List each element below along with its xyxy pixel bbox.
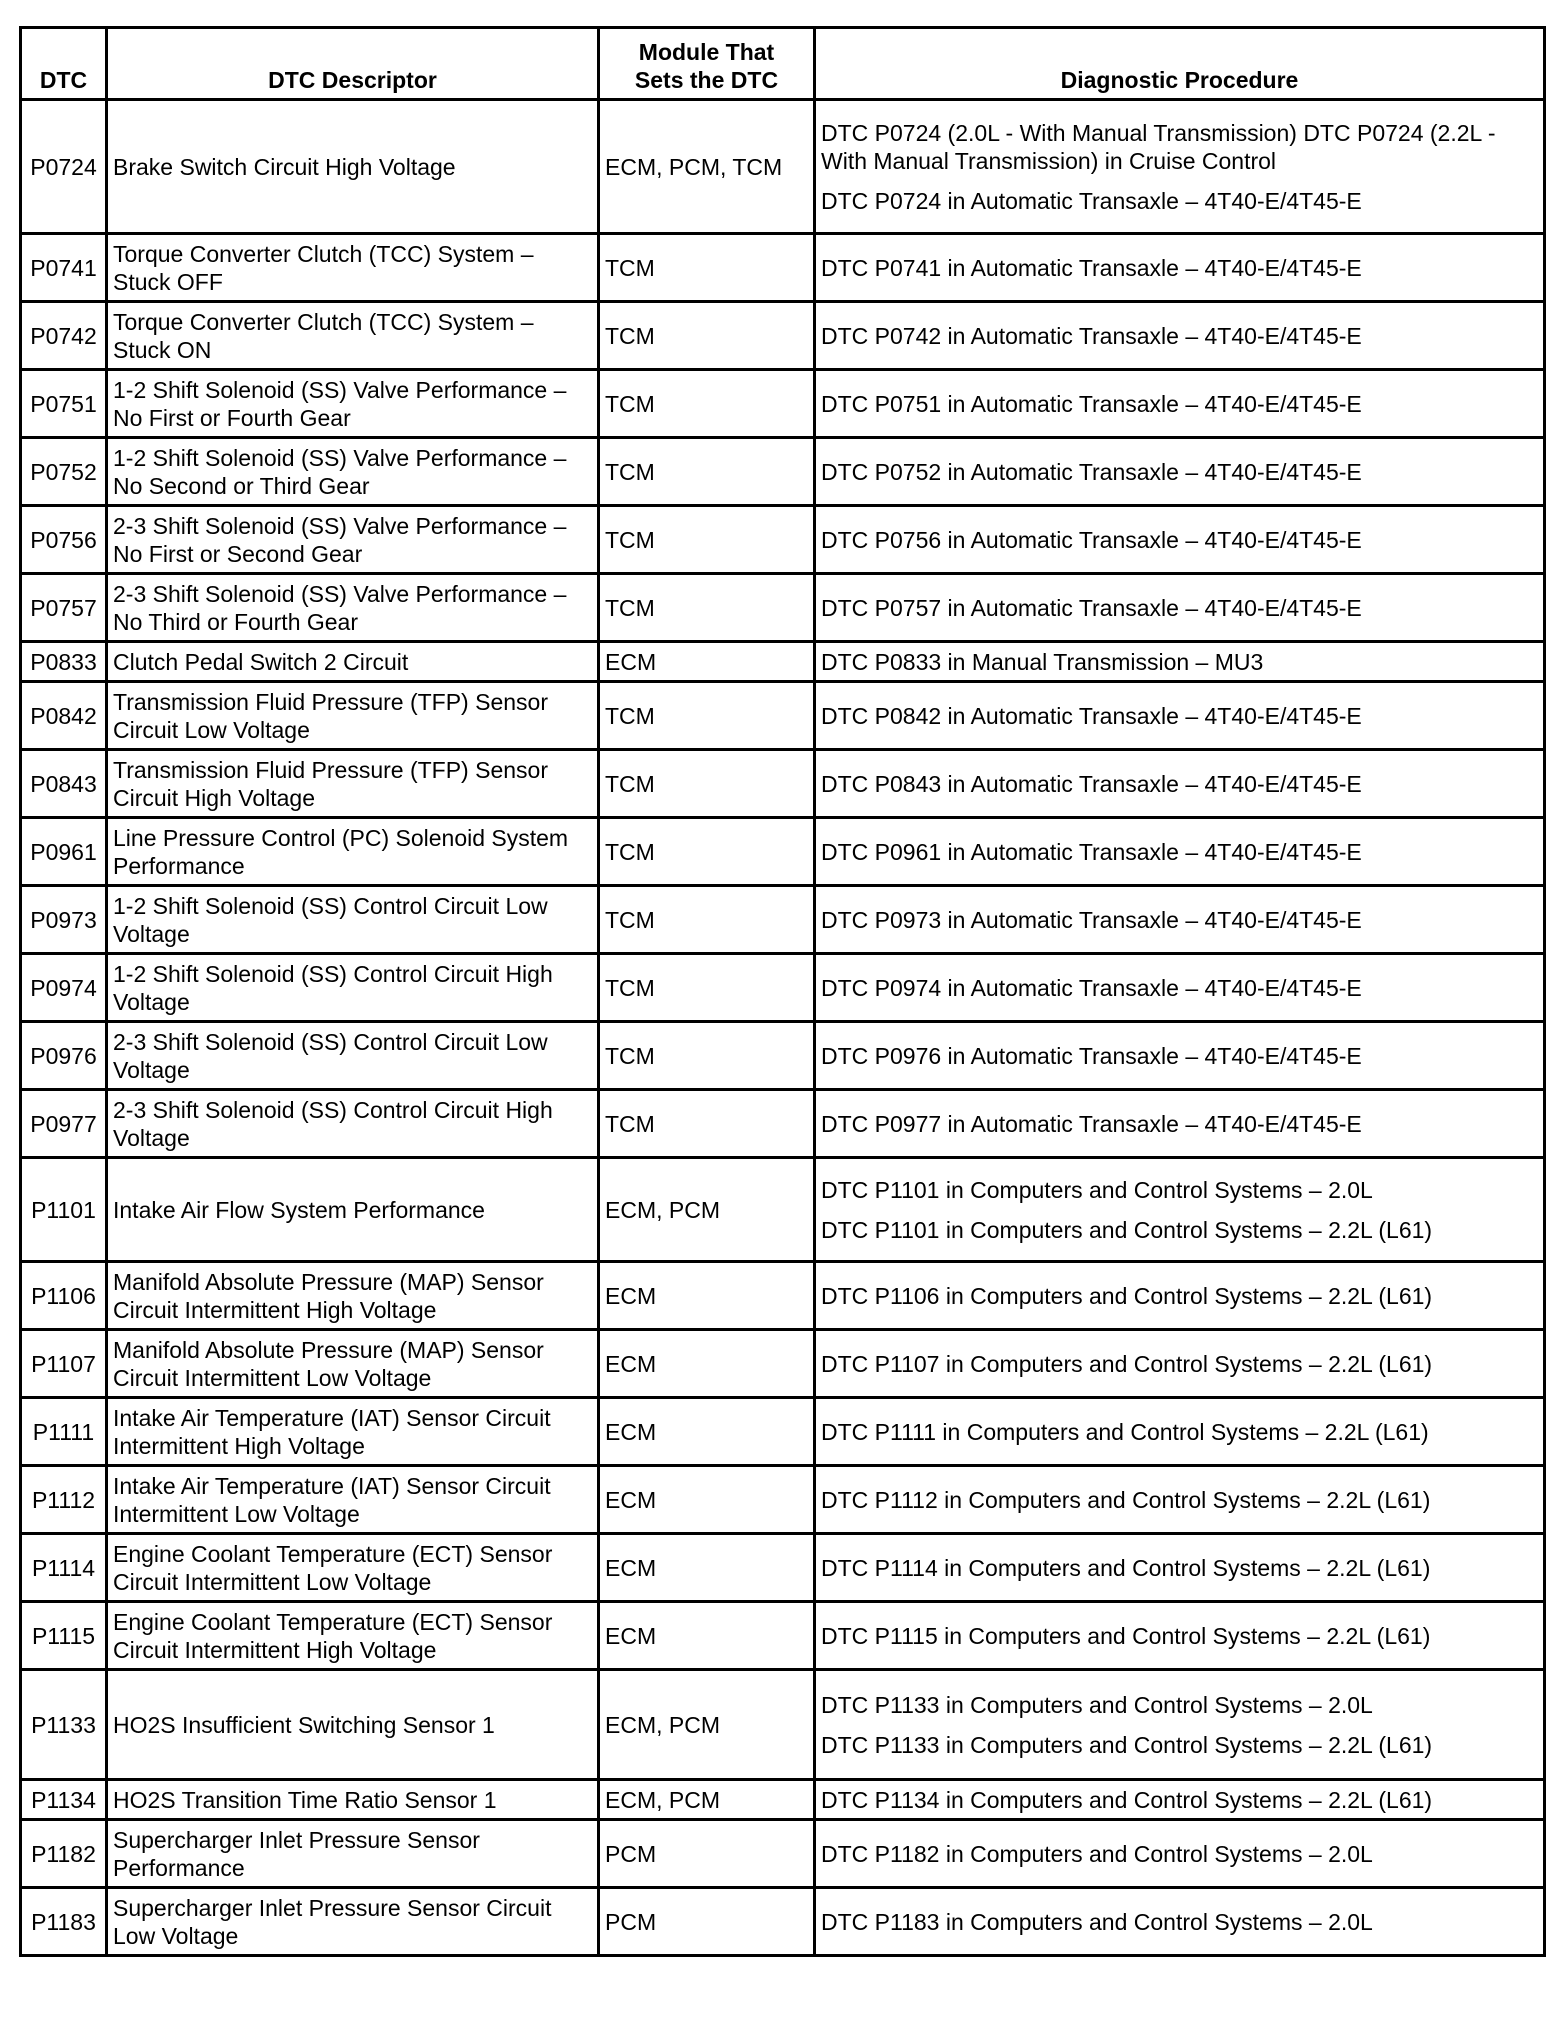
table-row bbox=[21, 302, 1545, 370]
procedure-link: DTC P1111 in Computers and Control Systems – 2.2L (L61) bbox=[821, 1418, 1429, 1445]
dtc-descriptor-cell: HO2S Transition Time Ratio Sensor 1 bbox=[107, 1780, 599, 1820]
module-cell: TCM bbox=[599, 1022, 815, 1090]
module-cell: ECM, PCM bbox=[599, 1158, 815, 1262]
procedure-cell bbox=[815, 750, 1545, 818]
procedure-link: DTC P0842 in Automatic Transaxle – 4T40-E/4T45-E bbox=[821, 702, 1362, 729]
module-cell: ECM bbox=[599, 1534, 815, 1602]
module-cell: TCM bbox=[599, 302, 815, 370]
table-row bbox=[21, 370, 1545, 438]
table-row bbox=[21, 1820, 1545, 1888]
module-cell: ECM bbox=[599, 1398, 815, 1466]
procedure-link: DTC P1112 in Computers and Control Systems – 2.2L (L61) bbox=[821, 1486, 1431, 1513]
procedure-link: DTC P0961 in Automatic Transaxle – 4T40-E/4T45-E bbox=[821, 838, 1362, 865]
dtc-descriptor-cell: 1-2 Shift Solenoid (SS) Control Circuit High Voltage bbox=[107, 954, 599, 1022]
dtc-descriptor-cell: Clutch Pedal Switch 2 Circuit bbox=[107, 642, 599, 682]
procedure-link: DTC P0833 in Manual Transmission – MU3 bbox=[821, 648, 1264, 675]
module-cell: TCM bbox=[599, 370, 815, 438]
dtc-descriptor-cell: 2-3 Shift Solenoid (SS) Control Circuit Low Voltage bbox=[107, 1022, 599, 1090]
table-row bbox=[21, 1090, 1545, 1158]
dtc-code-cell: P0741 bbox=[21, 234, 107, 302]
table-row bbox=[21, 954, 1545, 1022]
procedure-link: DTC P1182 in Computers and Control Systems – 2.0L bbox=[821, 1840, 1373, 1867]
table-row bbox=[21, 1330, 1545, 1398]
table-row bbox=[21, 1262, 1545, 1330]
dtc-descriptor-cell: Supercharger Inlet Pressure Sensor Circuit Low Voltage bbox=[107, 1888, 599, 1956]
dtc-code-cell: P1183 bbox=[21, 1888, 107, 1956]
dtc-descriptor-cell: 1-2 Shift Solenoid (SS) Valve Performance – No Second or Third Gear bbox=[107, 438, 599, 506]
module-cell: ECM bbox=[599, 1602, 815, 1670]
module-cell: ECM, PCM bbox=[599, 1670, 815, 1780]
dtc-descriptor-cell: 1-2 Shift Solenoid (SS) Valve Performance – No First or Fourth Gear bbox=[107, 370, 599, 438]
procedure-cell bbox=[815, 1780, 1545, 1820]
dtc-code-cell: P0977 bbox=[21, 1090, 107, 1158]
dtc-descriptor-cell: Manifold Absolute Pressure (MAP) Sensor Circuit Intermittent Low Voltage bbox=[107, 1330, 599, 1398]
module-cell: ECM bbox=[599, 1466, 815, 1534]
procedure-link: DTC P0742 in Automatic Transaxle – 4T40-E/4T45-E bbox=[821, 322, 1362, 349]
table-row bbox=[21, 1534, 1545, 1602]
header-module-line2: Sets the DTC bbox=[634, 67, 779, 93]
module-cell: ECM, PCM, TCM bbox=[599, 100, 815, 234]
procedure-cell bbox=[815, 886, 1545, 954]
module-cell: TCM bbox=[599, 506, 815, 574]
table-row bbox=[21, 438, 1545, 506]
table-row bbox=[21, 1158, 1545, 1262]
dtc-descriptor-cell: Line Pressure Control (PC) Solenoid System Performance bbox=[107, 818, 599, 886]
table-row bbox=[21, 1398, 1545, 1466]
dtc-code-cell: P1111 bbox=[21, 1398, 107, 1466]
header-dtc: DTC bbox=[21, 28, 107, 100]
procedure-cell bbox=[815, 1534, 1545, 1602]
dtc-code-cell: P0833 bbox=[21, 642, 107, 682]
procedure-link: DTC P0724 in Automatic Transaxle – 4T40-E/4T45-E bbox=[821, 187, 1362, 214]
procedure-link: DTC P0974 in Automatic Transaxle – 4T40-E/4T45-E bbox=[821, 974, 1362, 1001]
dtc-code-cell: P0976 bbox=[21, 1022, 107, 1090]
procedure-cell bbox=[815, 574, 1545, 642]
procedure-link: DTC P0757 in Automatic Transaxle – 4T40-E/4T45-E bbox=[821, 594, 1362, 621]
dtc-descriptor-cell: Supercharger Inlet Pressure Sensor Performance bbox=[107, 1820, 599, 1888]
procedure-cell bbox=[815, 818, 1545, 886]
dtc-descriptor-cell: Torque Converter Clutch (TCC) System – Stuck ON bbox=[107, 302, 599, 370]
dtc-descriptor-cell: Engine Coolant Temperature (ECT) Sensor Circuit Intermittent High Voltage bbox=[107, 1602, 599, 1670]
table-row bbox=[21, 574, 1545, 642]
dtc-descriptor-cell: Intake Air Temperature (IAT) Sensor Circuit Intermittent Low Voltage bbox=[107, 1466, 599, 1534]
table-row bbox=[21, 1022, 1545, 1090]
table-row bbox=[21, 1670, 1545, 1780]
procedure-link: DTC P1107 in Computers and Control Systems – 2.2L (L61) bbox=[821, 1350, 1433, 1377]
header-descriptor: DTC Descriptor bbox=[107, 28, 599, 100]
procedure-link: DTC P1133 in Computers and Control Systems – 2.2L (L61) bbox=[821, 1731, 1433, 1758]
dtc-descriptor-cell: Engine Coolant Temperature (ECT) Sensor Circuit Intermittent Low Voltage bbox=[107, 1534, 599, 1602]
table-row bbox=[21, 642, 1545, 682]
module-cell: TCM bbox=[599, 438, 815, 506]
procedure-cell bbox=[815, 1022, 1545, 1090]
module-cell: TCM bbox=[599, 574, 815, 642]
dtc-descriptor-cell: Intake Air Temperature (IAT) Sensor Circuit Intermittent High Voltage bbox=[107, 1398, 599, 1466]
procedure-link: DTC P1134 in Computers and Control Systems – 2.2L (L61) bbox=[821, 1786, 1433, 1813]
dtc-code-cell: P0973 bbox=[21, 886, 107, 954]
dtc-descriptor-cell: Brake Switch Circuit High Voltage bbox=[107, 100, 599, 234]
procedure-cell bbox=[815, 682, 1545, 750]
procedure-cell bbox=[815, 1466, 1545, 1534]
procedure-cell bbox=[815, 302, 1545, 370]
table-row bbox=[21, 818, 1545, 886]
procedure-link: DTC P0973 in Automatic Transaxle – 4T40-E/4T45-E bbox=[821, 906, 1362, 933]
dtc-code-cell: P0842 bbox=[21, 682, 107, 750]
dtc-code-cell: P0961 bbox=[21, 818, 107, 886]
table-row bbox=[21, 234, 1545, 302]
procedure-cell bbox=[815, 1670, 1545, 1780]
dtc-code-cell: P0724 bbox=[21, 100, 107, 234]
module-cell: ECM bbox=[599, 1330, 815, 1398]
procedure-link: DTC P0977 in Automatic Transaxle – 4T40-E/4T45-E bbox=[821, 1110, 1362, 1137]
procedure-link: DTC P1183 in Computers and Control Systems – 2.0L bbox=[821, 1908, 1373, 1935]
procedure-cell bbox=[815, 506, 1545, 574]
dtc-code-cell: P1112 bbox=[21, 1466, 107, 1534]
procedure-link: DTC P1101 in Computers and Control Systems – 2.2L (L61) bbox=[821, 1216, 1433, 1243]
dtc-table bbox=[19, 26, 1546, 1957]
table-row bbox=[21, 886, 1545, 954]
procedure-link: DTC P0843 in Automatic Transaxle – 4T40-E/4T45-E bbox=[821, 770, 1362, 797]
table-row bbox=[21, 1602, 1545, 1670]
procedure-cell bbox=[815, 100, 1545, 234]
module-cell: ECM bbox=[599, 1262, 815, 1330]
procedure-cell bbox=[815, 1398, 1545, 1466]
procedure-cell bbox=[815, 1602, 1545, 1670]
module-cell: TCM bbox=[599, 234, 815, 302]
procedure-link: DTC P0741 in Automatic Transaxle – 4T40-E/4T45-E bbox=[821, 254, 1362, 281]
table-header bbox=[21, 28, 1545, 100]
module-cell: PCM bbox=[599, 1888, 815, 1956]
dtc-code-cell: P1182 bbox=[21, 1820, 107, 1888]
dtc-code-cell: P0742 bbox=[21, 302, 107, 370]
module-cell: ECM bbox=[599, 642, 815, 682]
dtc-code-cell: P1107 bbox=[21, 1330, 107, 1398]
dtc-code-cell: P0757 bbox=[21, 574, 107, 642]
procedure-link: DTC P1106 in Computers and Control Systems – 2.2L (L61) bbox=[821, 1282, 1433, 1309]
procedure-link: DTC P0751 in Automatic Transaxle – 4T40-E/4T45-E bbox=[821, 390, 1362, 417]
table-row bbox=[21, 100, 1545, 234]
dtc-descriptor-cell: Intake Air Flow System Performance bbox=[107, 1158, 599, 1262]
dtc-descriptor-cell: 2-3 Shift Solenoid (SS) Valve Performance – No First or Second Gear bbox=[107, 506, 599, 574]
procedure-cell bbox=[815, 1330, 1545, 1398]
table-row bbox=[21, 750, 1545, 818]
procedure-cell bbox=[815, 1158, 1545, 1262]
dtc-descriptor-cell: HO2S Insufficient Switching Sensor 1 bbox=[107, 1670, 599, 1780]
procedure-cell bbox=[815, 1888, 1545, 1956]
module-cell: TCM bbox=[599, 818, 815, 886]
dtc-code-cell: P1106 bbox=[21, 1262, 107, 1330]
dtc-code-cell: P0752 bbox=[21, 438, 107, 506]
dtc-code-cell: P0974 bbox=[21, 954, 107, 1022]
procedure-cell bbox=[815, 438, 1545, 506]
dtc-code-cell: P1101 bbox=[21, 1158, 107, 1262]
procedure-cell bbox=[815, 1262, 1545, 1330]
procedure-cell bbox=[815, 642, 1545, 682]
procedure-link: DTC P0976 in Automatic Transaxle – 4T40-E/4T45-E bbox=[821, 1042, 1362, 1069]
procedure-cell bbox=[815, 1820, 1545, 1888]
table-row bbox=[21, 506, 1545, 574]
dtc-descriptor-cell: 1-2 Shift Solenoid (SS) Control Circuit Low Voltage bbox=[107, 886, 599, 954]
dtc-descriptor-cell: Manifold Absolute Pressure (MAP) Sensor Circuit Intermittent High Voltage bbox=[107, 1262, 599, 1330]
module-cell: TCM bbox=[599, 750, 815, 818]
dtc-code-cell: P0843 bbox=[21, 750, 107, 818]
module-cell: TCM bbox=[599, 954, 815, 1022]
dtc-descriptor-cell: Torque Converter Clutch (TCC) System – Stuck OFF bbox=[107, 234, 599, 302]
module-cell: TCM bbox=[599, 682, 815, 750]
table-row bbox=[21, 682, 1545, 750]
procedure-link: DTC P1115 in Computers and Control Systems – 2.2L (L61) bbox=[821, 1622, 1431, 1649]
dtc-descriptor-cell: Transmission Fluid Pressure (TFP) Sensor Circuit High Voltage bbox=[107, 750, 599, 818]
procedure-link: DTC P1114 in Computers and Control Systems – 2.2L (L61) bbox=[821, 1554, 1431, 1581]
module-cell: PCM bbox=[599, 1820, 815, 1888]
procedure-link: DTC P1101 in Computers and Control Systems – 2.0L bbox=[821, 1176, 1373, 1203]
dtc-descriptor-cell: 2-3 Shift Solenoid (SS) Control Circuit High Voltage bbox=[107, 1090, 599, 1158]
dtc-descriptor-cell: Transmission Fluid Pressure (TFP) Sensor Circuit Low Voltage bbox=[107, 682, 599, 750]
header-module-line1: Module That bbox=[638, 39, 775, 65]
procedure-link: DTC P1133 in Computers and Control Systems – 2.0L bbox=[821, 1691, 1373, 1718]
header-module bbox=[599, 28, 815, 100]
dtc-descriptor-cell: 2-3 Shift Solenoid (SS) Valve Performance – No Third or Fourth Gear bbox=[107, 574, 599, 642]
module-cell: TCM bbox=[599, 1090, 815, 1158]
procedure-cell bbox=[815, 1090, 1545, 1158]
table-row bbox=[21, 1780, 1545, 1820]
dtc-code-cell: P1115 bbox=[21, 1602, 107, 1670]
procedure-link: DTC P0752 in Automatic Transaxle – 4T40-E/4T45-E bbox=[821, 458, 1362, 485]
header-procedure: Diagnostic Procedure bbox=[815, 28, 1545, 100]
module-cell: ECM, PCM bbox=[599, 1780, 815, 1820]
dtc-code-cell: P1114 bbox=[21, 1534, 107, 1602]
dtc-code-cell: P1133 bbox=[21, 1670, 107, 1780]
module-cell: TCM bbox=[599, 886, 815, 954]
dtc-code-cell: P0756 bbox=[21, 506, 107, 574]
table-row bbox=[21, 1888, 1545, 1956]
procedure-link: DTC P0756 in Automatic Transaxle – 4T40-E/4T45-E bbox=[821, 526, 1362, 553]
dtc-code-cell: P0751 bbox=[21, 370, 107, 438]
table-row bbox=[21, 1466, 1545, 1534]
procedure-cell bbox=[815, 370, 1545, 438]
procedure-cell bbox=[815, 234, 1545, 302]
procedure-link: DTC P0724 (2.0L - With Manual Transmission) DTC P0724 (2.2L - With Manual Transmission) in Cruise Control bbox=[821, 119, 1496, 174]
header-row bbox=[21, 28, 1545, 100]
table-body bbox=[21, 100, 1545, 1956]
procedure-cell bbox=[815, 954, 1545, 1022]
dtc-code-cell: P1134 bbox=[21, 1780, 107, 1820]
